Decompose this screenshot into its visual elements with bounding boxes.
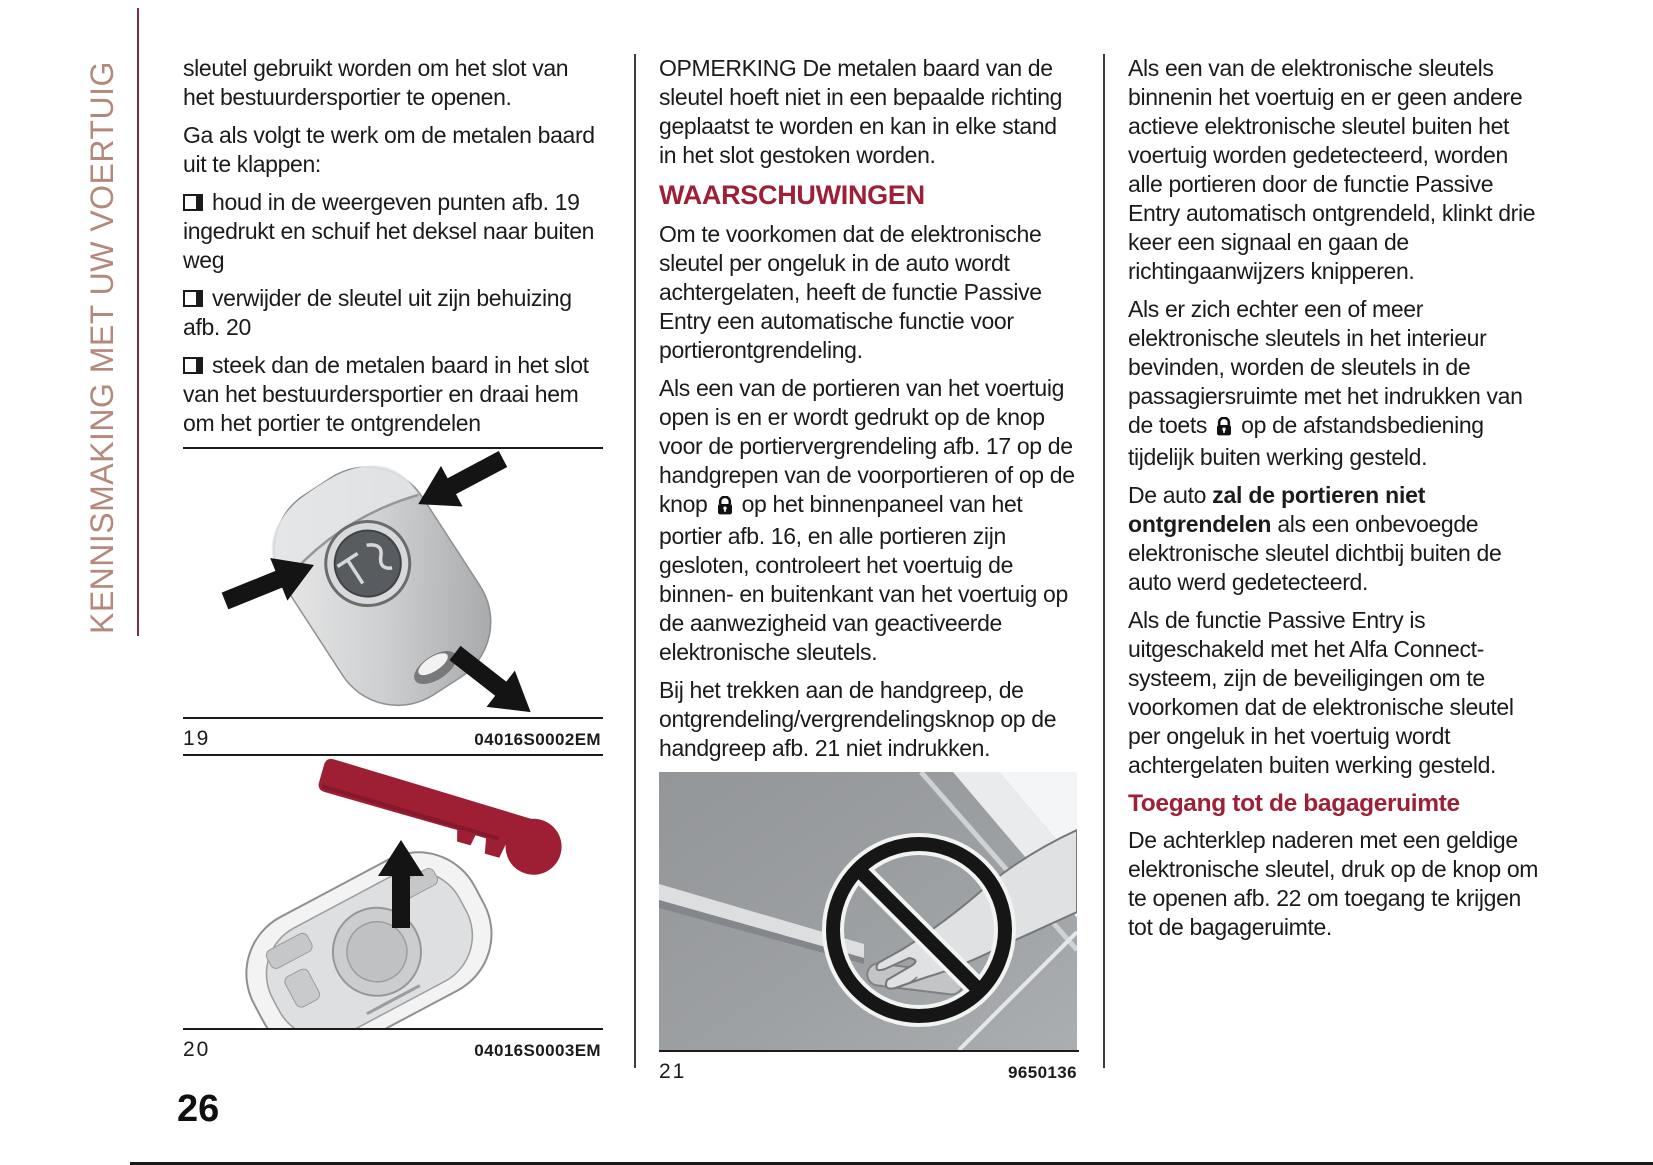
- paragraph: Ga als volgt te werk om de metalen baard uit te klappen:: [183, 122, 595, 177]
- sidebar-rule: [137, 8, 139, 636]
- square-bullet-icon: [183, 290, 203, 307]
- figure-caption: [183, 1030, 603, 1065]
- paragraph-text: De auto: [1128, 482, 1207, 508]
- figure-code: 04016S0002EM: [474, 730, 601, 749]
- page-number: 26: [177, 1088, 220, 1130]
- figure-21-illustration: [659, 772, 1079, 1052]
- column-middle: [659, 54, 1079, 1087]
- paragraph: [659, 374, 1079, 667]
- paragraph: Bij het trekken aan de handgreep, de ontgrendeling/vergrendelingsknop op de handgreep afb. 21 niet indrukken.: [659, 677, 1057, 761]
- paragraph: OPMERKING De metalen baard van de sleutel hoeft niet in een bepaalde richting geplaatst te worden en kan in elke stand in het slot gestoken worden.: [659, 55, 1063, 168]
- figure-number: 20: [183, 1038, 211, 1061]
- figure-caption: [659, 1052, 1079, 1087]
- paragraph: [1128, 295, 1548, 472]
- lock-icon: [1216, 414, 1232, 443]
- figure-20-illustration: [183, 754, 603, 1030]
- list-item-text: verwijder de sleutel uit zijn behuizing afb. 20: [183, 285, 572, 340]
- figure-19: [183, 447, 603, 754]
- figure-caption: [183, 719, 603, 754]
- column-left: [183, 54, 603, 1065]
- key-fob-press-points-drawing: [183, 449, 601, 717]
- list-item-text: houd in de weergeven punten afb. 19 ingedrukt en schuif het deksel naar buiten weg: [183, 189, 595, 273]
- figure-code: 9650136: [1008, 1063, 1077, 1082]
- column-right: [1128, 54, 1548, 951]
- paragraph: Als een van de elektronische sleutels binnenin het voertuig en er geen andere actieve elektronische sleutel buiten het voertuig worden gedetecteerd, worden alle portieren door de functie Passive Entry automatisch ontgrendeld, klinkt drie keer een signaal en gaan de richtingaanwijzers knipperen.: [1128, 55, 1536, 284]
- paragraph: Als de functie Passive Entry is uitgeschakeld met het Alfa Connect-systeem, zijn de beveiligingen om te voorkomen dat de elektronische sleutel per ongeluk in het voertuig wordt achtergelaten buiten werking gesteld.: [1128, 607, 1514, 778]
- list-item: [183, 284, 603, 342]
- key-fob-shell: [224, 830, 514, 1028]
- figure-19-illustration: [183, 447, 603, 719]
- paragraph-text: op het binnenpaneel van het portier afb. 16, en alle portieren zijn gesloten, controleert het voertuig de binnen- en buitenkant van het voertuig op de aanwezigheid van geactiveerde elektronische sleutels.: [659, 491, 1068, 665]
- lock-icon: [717, 493, 733, 522]
- list-item: [183, 188, 603, 275]
- section-heading: Toegang tot de bagageruimte: [1128, 790, 1460, 817]
- list-item: [183, 351, 603, 438]
- figure-code: 04016S0003EM: [474, 1041, 601, 1060]
- figure-number: 21: [659, 1060, 687, 1083]
- column-divider: [634, 54, 636, 1068]
- warnings-heading: WAARSCHUWINGEN: [659, 180, 925, 210]
- door-handle-warning-drawing: [659, 772, 1077, 1050]
- key-blade-removal-drawing: [183, 756, 601, 1028]
- paragraph: [1128, 481, 1548, 597]
- figure-20: [183, 754, 603, 1065]
- paragraph: De achterklep naderen met een geldige elektronische sleutel, druk op de knop om te openen afb. 22 om toegang te krijgen tot de bagageruimte.: [1128, 827, 1539, 940]
- chapter-sidebar-label: KENNISMAKING MET UW VOERTUIG: [84, 61, 120, 634]
- figure-number: 19: [183, 727, 211, 750]
- paragraph: Om te voorkomen dat de elektronische sleutel per ongeluk in de auto wordt achtergelaten, heeft de functie Passive Entry een automatische functie voor portierontgrendeling.: [659, 221, 1042, 363]
- paragraph: sleutel gebruikt worden om het slot van het bestuurdersportier te openen.: [183, 55, 569, 110]
- paragraph-text: Als een van de portieren van het voertuig open is en er wordt gedrukt op de knop voor de portiervergrendeling afb. 17 op de handgrepen van de voorportieren of op de knop: [659, 375, 1075, 517]
- square-bullet-icon: [183, 357, 203, 374]
- figure-21: [659, 772, 1079, 1087]
- paragraph-text: op de afstandsbediening tijdelijk buiten werking gesteld.: [1128, 412, 1484, 470]
- list-item-text: steek dan de metalen baard in het slot van het bestuurdersportier en draai hem om het portier te ontgrendelen: [183, 352, 589, 436]
- square-bullet-icon: [183, 194, 203, 211]
- column-divider: [1103, 54, 1105, 1068]
- paragraph-text: als een onbevoegde elektronische sleutel dichtbij buiten de auto werd gedetecteerd.: [1128, 511, 1502, 595]
- emphasis-text: zal de portieren niet ontgrendelen: [1128, 482, 1426, 537]
- paragraph-text: Als er zich echter een of meer elektronische sleutels in het interieur bevinden, worden de sleutels in de passagiersruimte met het indrukken van de toets: [1128, 296, 1523, 438]
